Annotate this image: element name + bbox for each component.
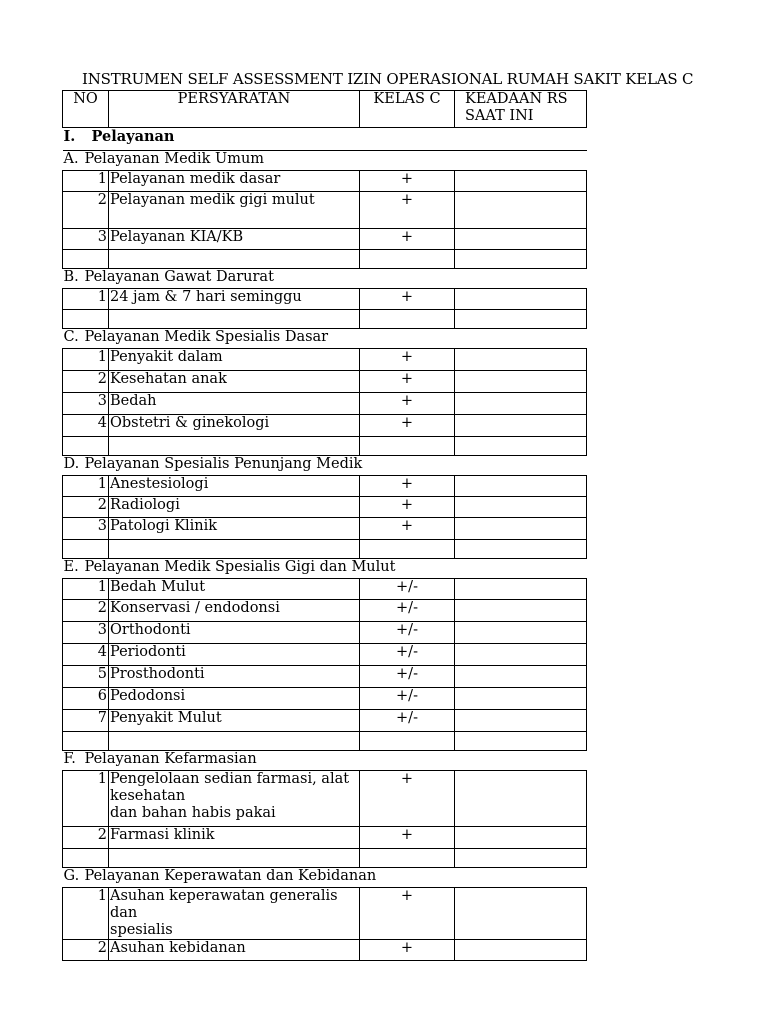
row-number: 4 <box>63 644 109 666</box>
row-requirement: 24 jam & 7 hari seminggu <box>109 289 360 310</box>
group-letter: C. <box>63 329 79 345</box>
table-row <box>63 476 587 497</box>
table-row <box>63 171 587 192</box>
group-label: Pelayanan Medik Spesialis Dasar <box>84 329 329 345</box>
row-requirement: Prosthodonti <box>109 666 360 688</box>
row-requirement: Kesehatan anak <box>109 371 360 393</box>
group-label: Pelayanan Keperawatan dan Kebidanan <box>84 868 377 884</box>
table-row <box>63 518 587 540</box>
row-number: 2 <box>63 600 109 622</box>
row-status-cell <box>455 579 587 600</box>
group-label: Pelayanan Kefarmasian <box>84 751 257 767</box>
table-row <box>63 688 587 710</box>
table-row <box>63 827 587 849</box>
row-number: 1 <box>63 579 109 600</box>
table-row <box>63 371 587 393</box>
group-letter: D. <box>63 456 80 472</box>
table-row <box>63 497 587 518</box>
row-status-cell <box>455 476 587 497</box>
group-heading <box>63 559 587 579</box>
table-row <box>63 888 587 940</box>
row-requirement-line1: Asuhan keperawatan generalis dan <box>110 888 338 921</box>
row-number: 1 <box>63 888 109 940</box>
row-class-value: +/- <box>360 644 455 666</box>
group-letter: G. <box>63 868 80 884</box>
row-requirement: Periodonti <box>109 644 360 666</box>
row-class-value: + <box>360 518 455 540</box>
row-status-cell <box>455 888 587 940</box>
row-requirement: Anestesiologi <box>109 476 360 497</box>
row-requirement <box>109 888 360 940</box>
section-label: Pelayanan <box>91 128 175 145</box>
section-number: I. <box>63 128 76 145</box>
table-row <box>63 666 587 688</box>
table-header-row <box>63 91 587 128</box>
row-requirement: Obstetri & ginekologi <box>109 415 360 437</box>
group-label: Pelayanan Spesialis Penunjang Medik <box>84 456 363 472</box>
row-number: 2 <box>63 940 109 961</box>
row-class-value: +/- <box>360 710 455 732</box>
table-row <box>63 771 587 827</box>
row-status-cell <box>455 393 587 415</box>
row-requirement-line3: dan bahan habis pakai <box>110 805 276 821</box>
row-class-value: + <box>360 371 455 393</box>
table-row <box>63 192 587 229</box>
row-status-cell <box>455 622 587 644</box>
row-class-value: + <box>360 476 455 497</box>
row-number: 3 <box>63 393 109 415</box>
row-number: 2 <box>63 192 109 229</box>
group-heading <box>63 269 587 289</box>
header-no: NO <box>63 91 109 128</box>
row-requirement-line2: spesialis <box>110 922 173 938</box>
row-class-value: + <box>360 415 455 437</box>
header-status-line2: SAAT INI <box>465 108 534 124</box>
row-number: 7 <box>63 710 109 732</box>
table-row <box>63 600 587 622</box>
group-label: Pelayanan Gawat Darurat <box>84 269 274 285</box>
row-requirement: Asuhan kebidanan <box>109 940 360 961</box>
group-letter: B. <box>63 269 79 285</box>
header-status <box>455 91 587 128</box>
empty-row <box>63 849 587 868</box>
empty-row <box>63 732 587 751</box>
requirements-table <box>62 90 587 961</box>
row-requirement: Konservasi / endodonsi <box>109 600 360 622</box>
row-requirement: Patologi Klinik <box>109 518 360 540</box>
row-status-cell <box>455 644 587 666</box>
row-requirement: Bedah <box>109 393 360 415</box>
group-heading <box>63 868 587 888</box>
empty-row <box>63 250 587 269</box>
table-row <box>63 579 587 600</box>
row-requirement-line2: kesehatan <box>110 788 186 804</box>
row-requirement: Pedodonsi <box>109 688 360 710</box>
group-heading <box>63 751 587 771</box>
row-requirement: Pelayanan KIA/KB <box>109 229 360 250</box>
row-status-cell <box>455 497 587 518</box>
group-letter: E. <box>63 559 79 575</box>
row-status-cell <box>455 349 587 371</box>
row-class-value: +/- <box>360 600 455 622</box>
group-heading <box>63 456 587 476</box>
row-class-value: +/- <box>360 622 455 644</box>
table-row <box>63 710 587 732</box>
row-class-value: + <box>360 229 455 250</box>
row-number: 2 <box>63 827 109 849</box>
empty-row <box>63 310 587 329</box>
table-row <box>63 415 587 437</box>
table-row <box>63 644 587 666</box>
row-status-cell <box>455 688 587 710</box>
row-number: 1 <box>63 476 109 497</box>
row-status-cell <box>455 666 587 688</box>
row-number: 4 <box>63 415 109 437</box>
row-number: 1 <box>63 771 109 827</box>
row-class-value: + <box>360 497 455 518</box>
empty-row <box>63 540 587 559</box>
group-label: Pelayanan Medik Umum <box>84 151 265 167</box>
row-status-cell <box>455 289 587 310</box>
row-status-cell <box>455 827 587 849</box>
table-row <box>63 349 587 371</box>
row-status-cell <box>455 171 587 192</box>
table-row <box>63 622 587 644</box>
row-status-cell <box>455 415 587 437</box>
row-requirement: Penyakit Mulut <box>109 710 360 732</box>
row-requirement: Pelayanan medik gigi mulut <box>109 192 360 229</box>
section-row <box>63 128 587 151</box>
row-requirement: Farmasi klinik <box>109 827 360 849</box>
row-requirement: Bedah Mulut <box>109 579 360 600</box>
table-row <box>63 289 587 310</box>
row-class-value: + <box>360 771 455 827</box>
row-status-cell <box>455 371 587 393</box>
row-number: 1 <box>63 171 109 192</box>
row-number: 6 <box>63 688 109 710</box>
row-class-value: + <box>360 888 455 940</box>
row-number: 1 <box>63 349 109 371</box>
row-requirement: Penyakit dalam <box>109 349 360 371</box>
row-class-value: +/- <box>360 688 455 710</box>
row-number: 2 <box>63 371 109 393</box>
row-status-cell <box>455 940 587 961</box>
row-class-value: + <box>360 289 455 310</box>
document-title: INSTRUMEN SELF ASSESSMENT IZIN OPERASIONAL RUMAH SAKIT KELAS C <box>82 70 694 88</box>
group-letter: A. <box>63 151 79 167</box>
row-class-value: + <box>360 940 455 961</box>
row-requirement <box>109 771 360 827</box>
row-class-value: +/- <box>360 579 455 600</box>
row-class-value: + <box>360 393 455 415</box>
group-heading <box>63 151 587 171</box>
row-requirement: Radiologi <box>109 497 360 518</box>
row-class-value: + <box>360 192 455 229</box>
row-status-cell <box>455 192 587 229</box>
row-status-cell <box>455 518 587 540</box>
row-number: 5 <box>63 666 109 688</box>
table-row <box>63 940 587 961</box>
header-status-line1: KEADAAN RS <box>465 91 568 107</box>
row-requirement: Pelayanan medik dasar <box>109 171 360 192</box>
group-letter: F. <box>63 751 76 767</box>
row-requirement: Orthodonti <box>109 622 360 644</box>
row-status-cell <box>455 229 587 250</box>
row-class-value: + <box>360 827 455 849</box>
header-requirement: PERSYARATAN <box>109 91 360 128</box>
table-row <box>63 229 587 250</box>
row-number: 3 <box>63 622 109 644</box>
row-status-cell <box>455 600 587 622</box>
group-label: Pelayanan Medik Spesialis Gigi dan Mulut <box>84 559 396 575</box>
row-class-value: + <box>360 349 455 371</box>
row-requirement-line1: Pengelolaan sedian farmasi, alat <box>110 771 350 787</box>
group-heading <box>63 329 587 349</box>
row-number: 2 <box>63 497 109 518</box>
table-row <box>63 393 587 415</box>
row-status-cell <box>455 710 587 732</box>
row-class-value: +/- <box>360 666 455 688</box>
row-number: 1 <box>63 289 109 310</box>
row-number: 3 <box>63 229 109 250</box>
row-class-value: + <box>360 171 455 192</box>
row-status-cell <box>455 771 587 827</box>
empty-row <box>63 437 587 456</box>
header-class: KELAS C <box>360 91 455 128</box>
row-number: 3 <box>63 518 109 540</box>
